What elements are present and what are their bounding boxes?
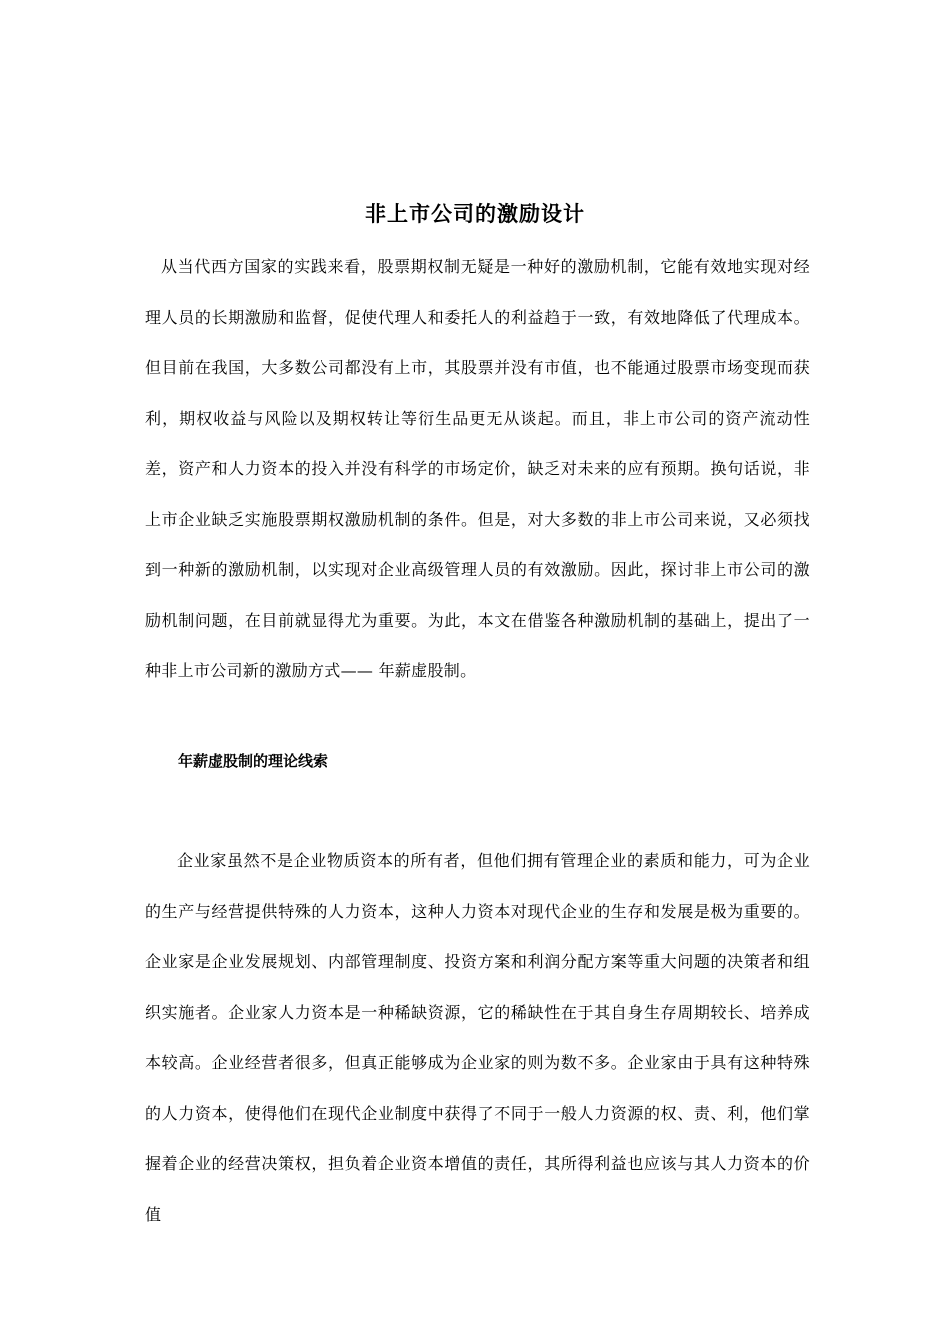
section-heading: 年薪虚股制的理论线索 — [178, 752, 329, 770]
section-paragraph: 企业家虽然不是企业物质资本的所有者，但他们拥有管理企业的素质和能力，可为企业的生产与经营提供特殊的人力资本，这种人力资本对现代企业的生存和发展是极为重要的。企业家是企业发展规划、内部管理制度、投资方案和利润分配方案等重大问题的决策者和组织实施者。企业家人力资本是一种稀缺资源，它的稀缺性在于其自身生存周期较长、培养成本较高。企业经营者很多，但真正能够成为企业家的则为数不多。企业家由于具有这种特殊的人力资本，使得他们在现代企业制度中获得了不同于一般人力资源的权、责、利，他们掌握着企业的经营决策权，担负着企业资本增值的责任，其所得利益也应该与其人力资本的价值 — [145, 851, 810, 1224]
intro-paragraph: 从当代西方国家的实践来看，股票期权制无疑是一种好的激励机制，它能有效地实现对经理人员的长期激励和监督，促使代理人和委托人的利益趋于一致，有效地降低了代理成本。但目前在我国，大多数公司都没有上市，其股票并没有市值，也不能通过股票市场变现而获利，期权收益与风险以及期权转让等衍生品更无从谈起。而且，非上市公司的资产流动性差，资产和人力资本的投入并没有科学的市场定价，缺乏对未来的应有预期。换句话说，非上市企业缺乏实施股票期权激励机制的条件。但是，对大多数的非上市公司来说，又必须找到一种新的激励机制，以实现对企业高级管理人员的有效激励。因此，探讨非上市公司的激励机制问题，在目前就显得尤为重要。为此，本文在借鉴各种激励机制的基础上，提出了一种非上市公司新的激励方式—— 年薪虚股制。 — [145, 257, 810, 680]
document-title: 非上市公司的激励设计 — [365, 202, 585, 226]
